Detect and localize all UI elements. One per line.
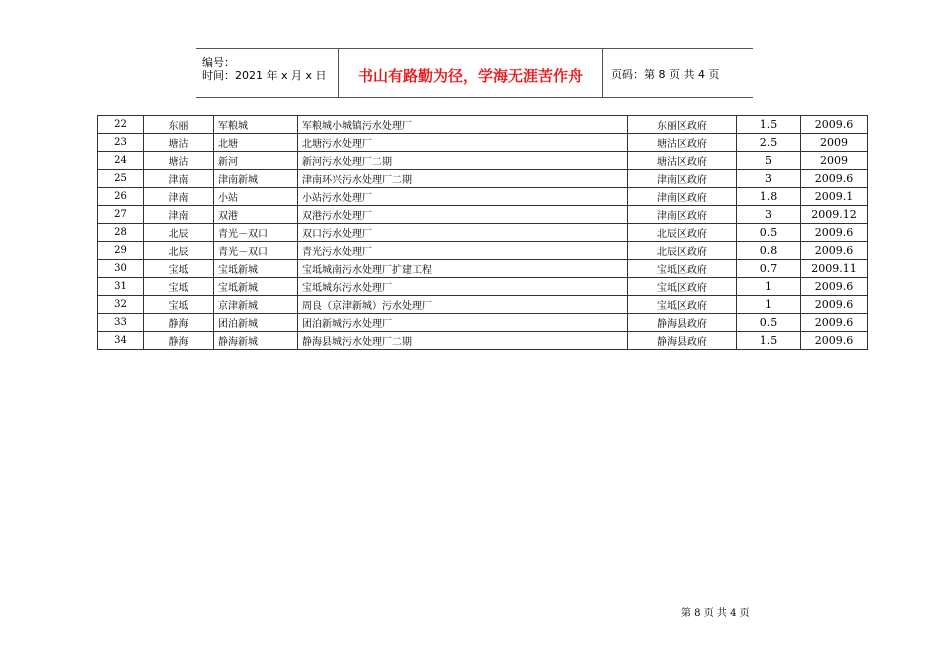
table-row [98,152,868,170]
cell-area: 新河 [214,152,298,170]
cell-capacity: 0.5 [737,224,801,242]
table-row [98,296,868,314]
cell-number: 33 [98,314,144,332]
cell-date: 2009.6 [801,242,868,260]
cell-project: 双口污水处理厂 [298,224,628,242]
header-page-cell [603,49,753,97]
cell-area: 津南新城 [214,170,298,188]
cell-district: 北辰 [144,242,214,260]
cell-district: 东丽 [144,116,214,134]
cell-owner: 东丽区政府 [628,116,737,134]
cell-date: 2009.6 [801,224,868,242]
cell-district: 塘沽 [144,134,214,152]
cell-number: 28 [98,224,144,242]
cell-district: 津南 [144,206,214,224]
cell-project: 宝坻城南污水处理厂扩建工程 [298,260,628,278]
cell-district: 塘沽 [144,152,214,170]
header-motto: 书山有路勤为径，学海无涯苦作舟 [357,67,583,85]
table-row [98,242,868,260]
cell-number: 29 [98,242,144,260]
cell-date: 2009.1 [801,188,868,206]
cell-capacity: 2.5 [737,134,801,152]
cell-district: 宝坻 [144,278,214,296]
cell-number: 32 [98,296,144,314]
cell-date: 2009.12 [801,206,868,224]
header-motto-cell [339,49,603,97]
cell-district: 津南 [144,170,214,188]
cell-project: 周良（京津新城）污水处理厂 [298,296,628,314]
cell-number: 34 [98,332,144,350]
page-footer: 第 8 页 共 4 页 [681,608,750,619]
cell-number: 22 [98,116,144,134]
cell-district: 宝坻 [144,296,214,314]
cell-owner: 北辰区政府 [628,224,737,242]
cell-area: 宝坻新城 [214,260,298,278]
cell-area: 北塘 [214,134,298,152]
cell-capacity: 3 [737,206,801,224]
cell-number: 23 [98,134,144,152]
table-row [98,224,868,242]
table-row [98,332,868,350]
cell-date: 2009 [801,134,868,152]
table-row [98,188,868,206]
document-number-label: 编号： [202,56,235,69]
cell-owner: 静海县政府 [628,314,737,332]
table-row [98,116,868,134]
cell-project: 宝坻城东污水处理厂 [298,278,628,296]
data-table [97,115,868,350]
cell-area: 双港 [214,206,298,224]
data-table-body [98,116,868,350]
cell-owner: 津南区政府 [628,206,737,224]
cell-district: 津南 [144,188,214,206]
cell-capacity: 0.8 [737,242,801,260]
cell-owner: 静海县政府 [628,332,737,350]
cell-capacity: 1 [737,278,801,296]
cell-date: 2009.6 [801,116,868,134]
cell-district: 宝坻 [144,260,214,278]
cell-area: 军粮城 [214,116,298,134]
cell-capacity: 1.8 [737,188,801,206]
cell-capacity: 0.5 [737,314,801,332]
table-row [98,170,868,188]
cell-number: 25 [98,170,144,188]
cell-date: 2009.6 [801,296,868,314]
table-row [98,314,868,332]
cell-date: 2009.6 [801,170,868,188]
cell-project: 青光污水处理厂 [298,242,628,260]
cell-number: 24 [98,152,144,170]
cell-owner: 宝坻区政府 [628,260,737,278]
cell-capacity: 5 [737,152,801,170]
table-row [98,260,868,278]
table-row [98,134,868,152]
cell-number: 30 [98,260,144,278]
cell-district: 静海 [144,332,214,350]
cell-owner: 塘沽区政府 [628,134,737,152]
cell-date: 2009.6 [801,332,868,350]
cell-number: 27 [98,206,144,224]
cell-capacity: 1.5 [737,116,801,134]
cell-project: 津南环兴污水处理厂二期 [298,170,628,188]
cell-area: 团泊新城 [214,314,298,332]
cell-project: 新河污水处理厂二期 [298,152,628,170]
cell-owner: 北辰区政府 [628,242,737,260]
table-row [98,206,868,224]
cell-area: 京津新城 [214,296,298,314]
cell-project: 小站污水处理厂 [298,188,628,206]
cell-date: 2009.11 [801,260,868,278]
cell-district: 北辰 [144,224,214,242]
header-meta-cell [196,49,339,97]
cell-capacity: 1 [737,296,801,314]
header-page-code: 页码：第 8 页 共 4 页 [611,68,720,81]
page-header [196,48,753,98]
cell-area: 青光－双口 [214,242,298,260]
cell-date: 2009 [801,152,868,170]
cell-area: 小站 [214,188,298,206]
cell-owner: 津南区政府 [628,170,737,188]
cell-project: 北塘污水处理厂 [298,134,628,152]
cell-project: 静海县城污水处理厂二期 [298,332,628,350]
cell-number: 26 [98,188,144,206]
cell-number: 31 [98,278,144,296]
table-row [98,278,868,296]
cell-owner: 宝坻区政府 [628,278,737,296]
cell-date: 2009.6 [801,314,868,332]
cell-project: 军粮城小城镇污水处理厂 [298,116,628,134]
cell-area: 静海新城 [214,332,298,350]
cell-project: 团泊新城污水处理厂 [298,314,628,332]
cell-area: 青光－双口 [214,224,298,242]
cell-area: 宝坻新城 [214,278,298,296]
cell-district: 静海 [144,314,214,332]
document-date-label: 时间：2021 年 x 月 x 日 [202,69,327,82]
cell-date: 2009.6 [801,278,868,296]
cell-capacity: 1.5 [737,332,801,350]
cell-owner: 塘沽区政府 [628,152,737,170]
cell-capacity: 0.7 [737,260,801,278]
cell-owner: 宝坻区政府 [628,296,737,314]
cell-owner: 津南区政府 [628,188,737,206]
cell-capacity: 3 [737,170,801,188]
cell-project: 双港污水处理厂 [298,206,628,224]
